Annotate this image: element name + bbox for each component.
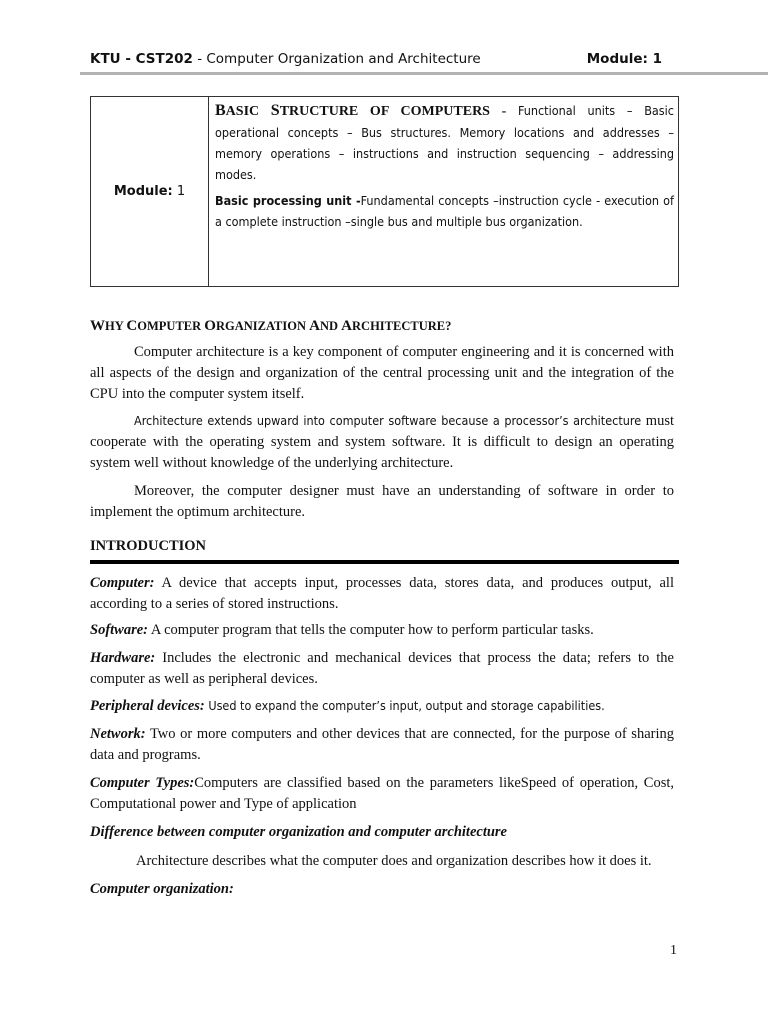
paragraph-2-sans: Architecture extends upward into computer software because a processor’s architecture	[134, 413, 642, 428]
why-w: W	[90, 318, 105, 334]
paragraph-2	[90, 411, 674, 473]
introduction-rule	[90, 560, 679, 564]
why-nd: ND	[319, 319, 342, 333]
header-left	[90, 51, 481, 67]
definition-network	[90, 724, 674, 766]
why-rganization: RGANIZATION	[215, 319, 310, 333]
module-section-2	[215, 190, 674, 232]
why-a: A	[309, 318, 320, 334]
definition-term: Peripheral devices:	[90, 698, 205, 714]
introduction-heading: INTRODUCTION	[90, 538, 207, 554]
section1-title-rest2: TRUCTURE OF COMPUTERS -	[279, 104, 518, 119]
section1-title-rest: ASIC	[225, 104, 271, 119]
definition-term: Computer:	[90, 575, 155, 591]
section1-title	[215, 104, 518, 119]
why-a2: A	[341, 318, 353, 334]
difference-text: Architecture describes what the computer does and organization describes how it does it.	[136, 853, 652, 869]
definition-text: Includes the electronic and mechanical devices that process the data; refers to the computer as well as peripheral devices.	[90, 650, 674, 687]
why-omputer: OMPUTER	[137, 319, 205, 333]
definition-hardware	[90, 648, 674, 690]
computer-organization-heading: Computer organization:	[90, 881, 234, 897]
module-label-cell	[91, 97, 209, 287]
definition-peripheral-devices	[90, 696, 674, 717]
page-number: 1	[670, 943, 677, 958]
header-separator: -	[192, 51, 207, 67]
definition-computer	[90, 573, 674, 615]
difference-heading: Difference between computer organization and computer architecture	[90, 824, 507, 840]
definition-term: Software:	[90, 622, 148, 638]
section1-title-initial: B	[215, 102, 226, 119]
definition-software	[90, 620, 674, 641]
module-table	[90, 96, 679, 287]
definition-text: A computer program that tells the computer how to perform particular tasks.	[148, 622, 594, 638]
definition-term: Network:	[90, 726, 146, 742]
page-header	[90, 51, 670, 71]
why-hy: HY	[105, 319, 127, 333]
definition-text: Used to expand the computer’s input, output and storage capabilities.	[204, 698, 605, 713]
paragraph-3: Moreover, the computer designer must have an understanding of software in order to implement the optimum architecture.	[90, 483, 674, 520]
definition-text: A device that accepts input, processes data, stores data, and produces output, all according to a series of stored instructions.	[90, 575, 674, 612]
why-rchitecture: RCHITECTURE?	[352, 319, 452, 333]
definition-term: Hardware:	[90, 650, 156, 666]
definition-text: Two or more computers and other devices that are connected, for the purpose of sharing data and programs.	[90, 726, 674, 763]
module-label: Module:	[113, 184, 173, 199]
definition-computer-types	[90, 773, 674, 815]
paragraph-2-rest: must cooperate with the operating system and system software. It is difficult to design an operating system well without knowledge of the underlying architecture.	[90, 413, 674, 471]
module-section-1	[215, 100, 674, 185]
section1-body: Functional units – Basic operational concepts – Bus structures. Memory locations and addresses – memory operations – instructions and instruction sequencing – addressing modes.	[215, 103, 674, 182]
definition-text: Computers are classified based on the parameters likeSpeed of operation, Cost, Computational power and Type of application	[90, 775, 674, 812]
course-title: Computer Organization and Architecture	[206, 51, 481, 67]
course-code: KTU - CST202	[90, 51, 193, 67]
header-module: Module: 1	[586, 51, 662, 67]
why-c: C	[126, 318, 138, 334]
paragraph-1: Computer architecture is a key component of computer engineering and it is concerned with all aspects of the design and organization of the central processing unit and the integration of the CPU into the computer system itself.	[90, 344, 674, 402]
why-heading	[90, 318, 451, 335]
section1-title-initial2: S	[270, 102, 280, 119]
module-number: 1	[176, 184, 186, 199]
section2-title: Basic processing unit -	[215, 193, 361, 208]
definition-term: Computer Types:	[90, 775, 195, 791]
why-o: O	[204, 318, 216, 334]
header-rule	[80, 72, 768, 75]
section2-body: Fundamental concepts –instruction cycle - execution of a complete instruction –single bus and multiple bus organization.	[215, 193, 674, 229]
module-content-cell	[209, 97, 679, 287]
